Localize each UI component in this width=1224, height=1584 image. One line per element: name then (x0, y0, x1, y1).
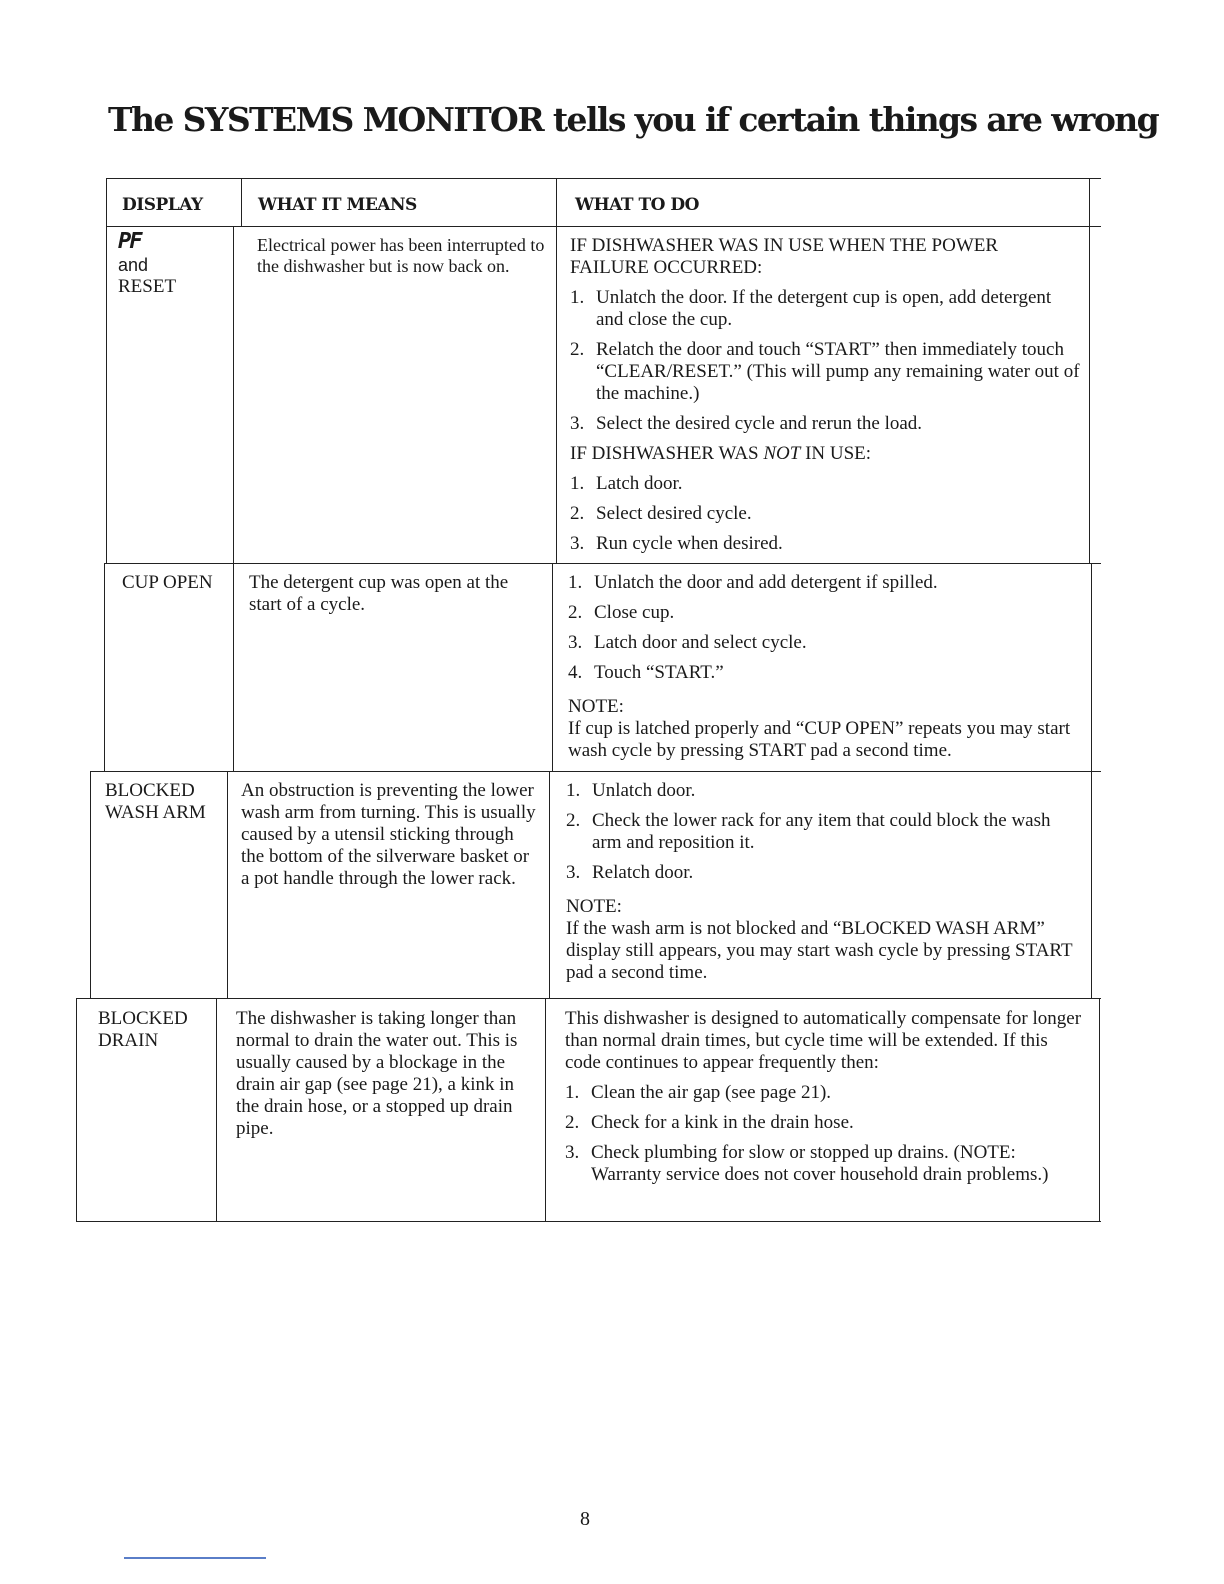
list-item: 2. Close cup. (568, 602, 675, 623)
col-divider-1b (233, 226, 234, 771)
left-border-row3 (90, 771, 91, 998)
row-power-failure-display (118, 230, 228, 298)
systems-monitor-table (76, 178, 1101, 1223)
list-item: 2. Select desired cycle. (570, 503, 752, 524)
footer-rule (124, 1557, 266, 1559)
pf-display-glyph: PF (118, 229, 141, 254)
display-reset-label: RESET (118, 276, 177, 297)
left-border-row2 (104, 563, 105, 771)
list-item: 2. Check for a kink in the drain hose. (565, 1112, 854, 1133)
col-divider-1c (227, 771, 228, 998)
right-border-top (1089, 178, 1090, 563)
right-border-bottom (1099, 998, 1100, 1222)
header-divider (106, 226, 1101, 227)
table-border-bottom (76, 1221, 1101, 1222)
left-border-header (106, 178, 107, 563)
row-power-failure-action (570, 235, 1080, 555)
note-label: NOTE: (566, 896, 622, 917)
note-label: NOTE: (568, 696, 624, 717)
list-item: 3. Relatch door. (566, 862, 694, 883)
page-number: 8 (580, 1508, 590, 1530)
right-border-mid (1091, 563, 1092, 998)
col-divider-2a (556, 178, 557, 563)
list-item: 3. Latch door and select cycle. (568, 632, 807, 653)
note-text: If the wash arm is not blocked and “BLOCKED WASH ARM” display still appears, you may start wash cycle by pressing START pad a second time. (566, 918, 1073, 983)
list-item: 1. Latch door. (570, 473, 683, 494)
row-power-failure-meaning: Electrical power has been interrupted to the dishwasher but is now back on. (257, 235, 545, 276)
action-heading-in-use: IF DISHWASHER WAS IN USE WHEN THE POWER FAILURE OCCURRED: (570, 235, 999, 278)
list-item: 1. Clean the air gap (see page 21). (565, 1082, 832, 1103)
header-display: DISPLAY (122, 195, 203, 215)
left-border-row4 (76, 998, 77, 1222)
table-border-top (106, 178, 1101, 179)
col-divider-2d (545, 998, 546, 1222)
list-item: 4. Touch “START.” (568, 662, 724, 683)
row-blocked-wash-arm-action (566, 772, 1081, 984)
list-item: 1. Unlatch the door and add detergent if spilled. (568, 572, 938, 593)
row-cup-open-action (568, 564, 1083, 762)
col-divider-2b (552, 563, 553, 771)
list-item: 3. Check plumbing for slow or stopped up drains. (NOTE: Warranty service does not cover household drain problems.) (565, 1142, 1049, 1185)
row-cup-open-display: CUP OPEN (122, 572, 213, 593)
row-blocked-drain-action (565, 1008, 1087, 1186)
note-text: If cup is latched properly and “CUP OPEN” repeats you may start wash cycle by pressing START pad a second time. (568, 718, 1071, 761)
action-heading-not-in-use: IF DISHWASHER WAS NOT IN USE: (570, 443, 872, 464)
row-blocked-drain-meaning: The dishwasher is taking longer than normal to drain the water out. This is usually caused by a blockage in the drain air gap (see page 21), a kink in the drain hose, or a stopped up drain pipe. (236, 1008, 518, 1139)
col-divider-1d (216, 998, 217, 1222)
row-divider-3 (76, 998, 1101, 999)
list-item: 3. Run cycle when desired. (570, 533, 783, 554)
col-divider-1a (241, 178, 242, 226)
list-item: 2. Relatch the door and touch “START” then immediately touch “CLEAR/RESET.” (This will pump any remaining water out of the machine.) (570, 339, 1080, 404)
row-blocked-wash-arm-display: BLOCKED WASH ARM (105, 780, 206, 823)
header-what-it-means: WHAT IT MEANS (258, 195, 417, 215)
page-title: The SYSTEMS MONITOR tells you if certain things are wrong (108, 100, 1159, 139)
header-what-to-do: WHAT TO DO (575, 195, 699, 215)
list-item: 1. Unlatch the door. If the detergent cup is open, add detergent and close the cup. (570, 287, 1052, 330)
list-item: 3. Select the desired cycle and rerun the load. (570, 413, 923, 434)
action-intro: This dishwasher is designed to automatically compensate for longer than normal drain times, but cycle time will be extended. If this code continues to appear frequently then: (565, 1008, 1082, 1073)
display-and-label: and (118, 255, 149, 275)
row-blocked-drain-display: BLOCKED DRAIN (98, 1008, 188, 1051)
list-item: 2. Check the lower rack for any item that could block the wash arm and reposition it. (566, 810, 1051, 853)
row-cup-open-meaning: The detergent cup was open at the start of a cycle. (249, 572, 509, 615)
row-blocked-wash-arm-meaning: An obstruction is preventing the lower wash arm from turning. This is usually caused by a utensil sticking through the bottom of the silverware basket or a pot handle through the lower rack. (241, 780, 536, 889)
col-divider-2c (549, 771, 550, 998)
list-item: 1. Unlatch door. (566, 780, 696, 801)
